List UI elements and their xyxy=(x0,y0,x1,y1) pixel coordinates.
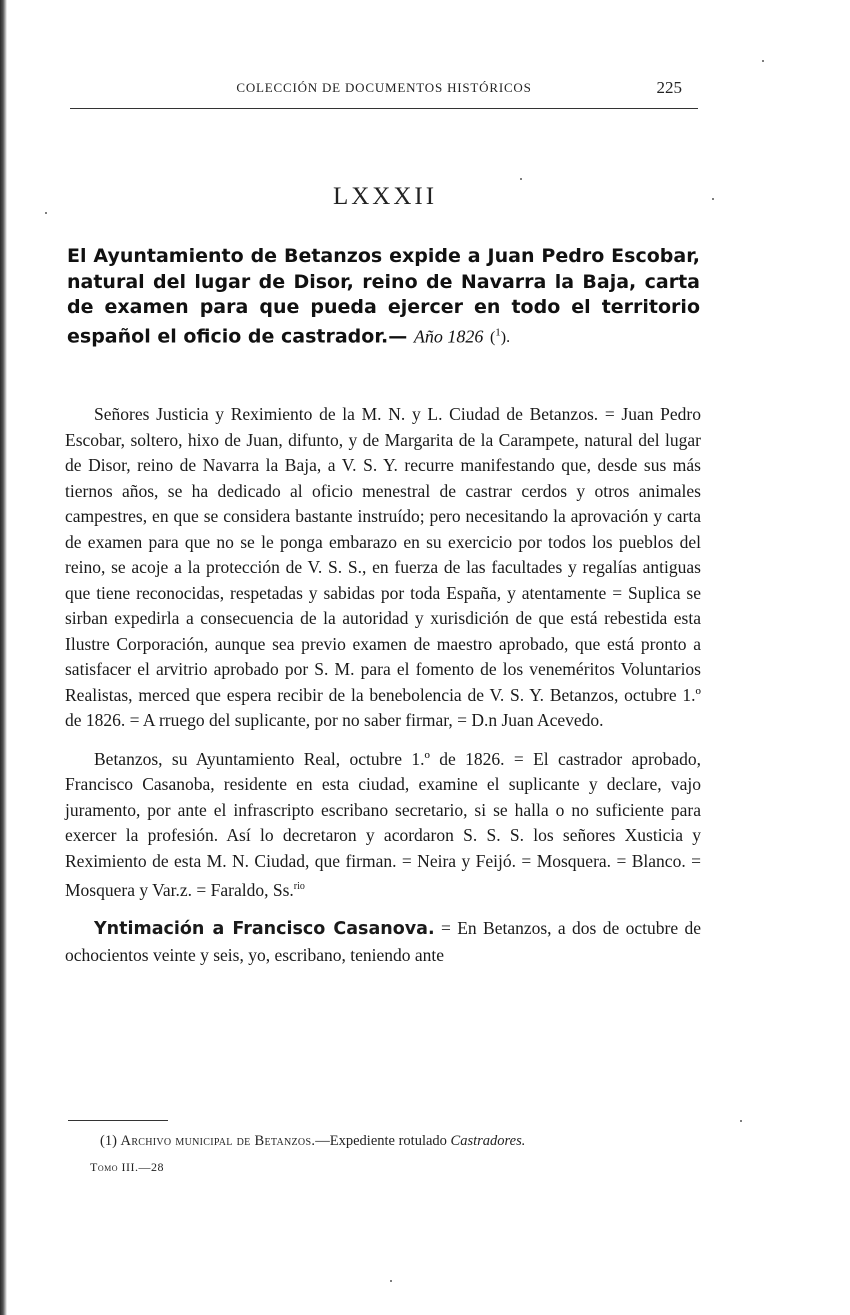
running-title: COLECCIÓN DE DOCUMENTOS HISTÓRICOS xyxy=(236,80,532,95)
document-heading xyxy=(67,244,700,350)
decree-superscript: rio xyxy=(293,881,305,892)
footnote-ref-open: ( xyxy=(489,328,496,346)
footnote-title: Castradores. xyxy=(450,1133,526,1149)
heading-footnote-ref xyxy=(489,326,511,346)
footnote xyxy=(100,1133,710,1150)
decree-paragraph xyxy=(65,747,701,904)
footnote-archive: Archivo municipal de Betanzos. xyxy=(120,1133,316,1149)
intimation-text: = En Betanzos, a dos de octubre de ochocientos veinte y seis, yo, escribano, teniendo ante xyxy=(65,918,701,965)
footnote-divider xyxy=(68,1120,168,1121)
footnote-ref-close: ). xyxy=(500,328,511,346)
document-body xyxy=(65,402,701,981)
document-number: LXXXII xyxy=(332,183,438,210)
scan-speck xyxy=(712,198,714,200)
scan-speck xyxy=(45,212,47,214)
heading-lead: El Ayuntamiento de Betanzos expide a Juan Pedro Escobar, natural del lugar de Disor, reino de Navarra la Baja, carta de examen para que pueda ejercer en todo el territorio español el oficio de castrador.— xyxy=(67,245,700,347)
scan-speck xyxy=(762,60,764,62)
footnote-text: —Expediente rotulado xyxy=(315,1133,451,1149)
page-number: 225 xyxy=(656,78,682,97)
footnote-ref-number: 1 xyxy=(495,326,501,339)
footnote-marker: (1) xyxy=(100,1133,117,1149)
scan-speck xyxy=(520,178,522,180)
heading-year: Año 1826 xyxy=(413,325,484,346)
intimation-paragraph xyxy=(65,916,701,968)
decree-text: Betanzos, su Ayuntamiento Real, octubre 1.º de 1826. = El castrador aprobado, Francisco Casanoba, residente en esta ciudad, examine el suplicante y declare, vajo juramento, por ante el infrascripto escribano secretario, si se halla o no suficiente para exercer la profesión. Así lo decretaron y acordaron S. S. S. los señores Xusticia y Reximiento de esta M. N. Ciudad, que firman. = Neira y Feijó. = Mosquera. = Blanco. = Mosquera y Var.z. = Faraldo, Ss. xyxy=(65,748,701,900)
scan-speck xyxy=(740,1120,742,1122)
intimation-heading: Yntimación a Francisco Casanova. xyxy=(94,919,435,940)
scan-speck xyxy=(390,1280,392,1282)
signature-mark: Tomo III.—28 xyxy=(90,1160,164,1174)
petition-paragraph: Señores Justicia y Reximiento de la M. N. y L. Ciudad de Betanzos. = Juan Pedro Escobar, soltero, hixo de Juan, difunto, y de Margarita de la Carampete, natural del lugar de Disor, reino de Navarra la Baja, a V. S. Y. recurre manifestando que, desde sus más tiernos años, se ha dedicado al oficio menestral de castrar cerdos y otros animales campestres, en que se considera bastante instruído; pero necesitando la aprovación y carta de examen para que no se le ponga embarazo en su exercicio por todos los pueblos del reino, se acoje a la protección de V. S. S., en fuerza de las facultades y regalías antiguas que tiene reconocidas, respetadas y sabidas por toda España, y atentamente = Suplica se sirban expedirla a consecuencia de la autoridad y xurisdición de que está rebestida esta Ilustre Corporación, aunque sea previo examen de maestro aprobado, que está pronto a satisfacer el arvitrio aprobado por S. M. para el fomento de los veneméritos Voluntarios Realistas, merced que espera recibir de la benebolencia de V. S. Y. Betanzos, octubre 1.º de 1826. = A rruego del suplicante, por no saber firmar, = D.n Juan Acevedo. xyxy=(65,404,701,730)
running-header xyxy=(70,78,698,109)
